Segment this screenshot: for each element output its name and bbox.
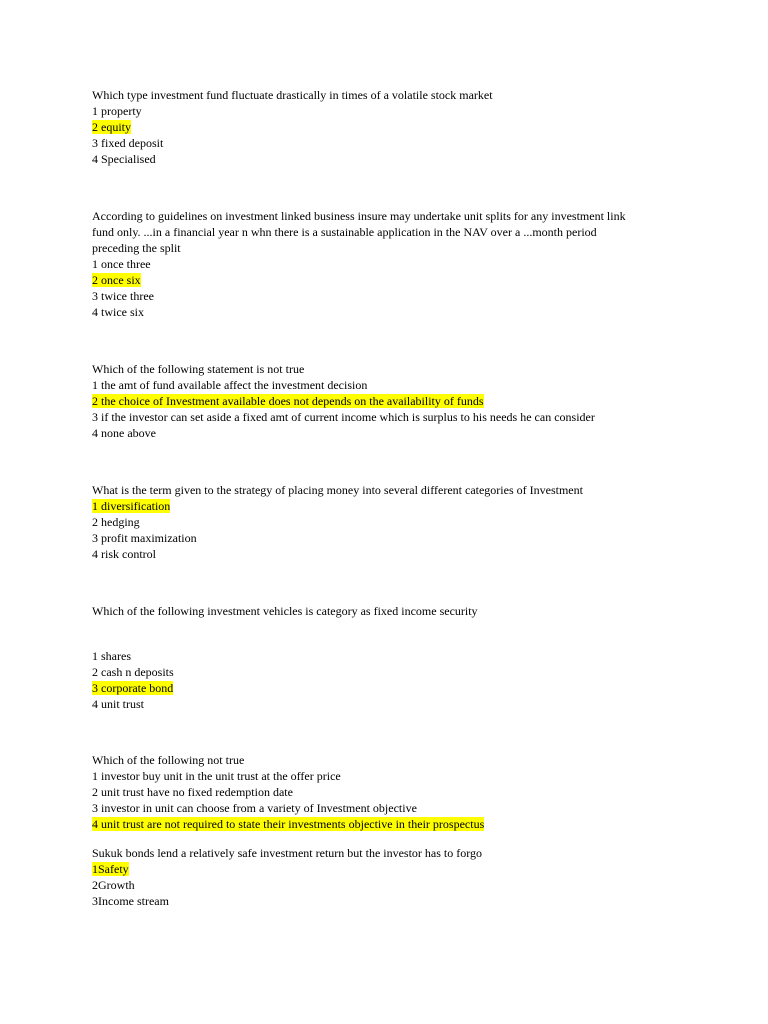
option-text: 1 investor buy unit in the unit trust at the offer price bbox=[92, 769, 341, 783]
option-4 bbox=[92, 151, 702, 167]
option-2 bbox=[92, 877, 702, 893]
option-text: 3 if the investor can set aside a fixed amt of current income which is surplus to his needs he can consider bbox=[92, 410, 595, 424]
question-1 bbox=[92, 87, 702, 167]
option-2 bbox=[92, 784, 702, 800]
question-stem: Which of the following investment vehicles is category as fixed income security bbox=[92, 604, 478, 618]
option-text: 2 cash n deposits bbox=[92, 665, 174, 679]
option-1-highlighted bbox=[92, 498, 702, 514]
option-4 bbox=[92, 304, 702, 320]
question-4 bbox=[92, 482, 702, 562]
question-stem: Which of the following statement is not true bbox=[92, 362, 305, 376]
option-text: 4 unit trust are not required to state their investments objective in their prospectus bbox=[92, 817, 485, 831]
option-text: 2Growth bbox=[92, 878, 135, 892]
question-5 bbox=[92, 603, 702, 619]
question-stem: Sukuk bonds lend a relatively safe investment return but the investor has to forgo bbox=[92, 846, 483, 860]
option-3 bbox=[92, 409, 702, 425]
option-text: 4 none above bbox=[92, 426, 156, 440]
question-stem-line-3: preceding the split bbox=[92, 241, 181, 255]
option-text: 1Safety bbox=[92, 862, 129, 876]
option-3 bbox=[92, 893, 702, 909]
option-2-highlighted bbox=[92, 272, 702, 288]
option-3 bbox=[92, 288, 702, 304]
option-3 bbox=[92, 530, 702, 546]
option-1 bbox=[92, 648, 702, 664]
question-3 bbox=[92, 361, 702, 441]
option-text: 1 property bbox=[92, 104, 142, 118]
question-stem: What is the term given to the strategy of placing money into several different categories of Investment bbox=[92, 483, 583, 497]
question-2 bbox=[92, 208, 702, 320]
option-2-highlighted bbox=[92, 119, 702, 135]
option-text: 4 unit trust bbox=[92, 697, 145, 711]
option-3 bbox=[92, 800, 702, 816]
option-text: 3 profit maximization bbox=[92, 531, 197, 545]
question-5-options bbox=[92, 648, 702, 712]
option-text: 1 once three bbox=[92, 257, 151, 271]
option-text: 4 risk control bbox=[92, 547, 156, 561]
option-4-highlighted bbox=[92, 816, 702, 832]
option-1-highlighted bbox=[92, 861, 702, 877]
option-text: 3 twice three bbox=[92, 289, 154, 303]
option-2 bbox=[92, 664, 702, 680]
question-stem: Which type investment fund fluctuate drastically in times of a volatile stock market bbox=[92, 88, 493, 102]
option-text: 1 diversification bbox=[92, 499, 171, 513]
option-text: 2 hedging bbox=[92, 515, 140, 529]
question-stem-line-1: According to guidelines on investment linked business insure may undertake unit splits for any investment link bbox=[92, 209, 626, 223]
option-3-highlighted bbox=[92, 680, 702, 696]
option-1 bbox=[92, 256, 702, 272]
option-3 bbox=[92, 135, 702, 151]
question-stem-line-2: fund only. ...in a financial year n whn there is a sustainable application in the NAV over a ...month period bbox=[92, 225, 597, 239]
option-text: 2 unit trust have no fixed redemption date bbox=[92, 785, 293, 799]
question-6 bbox=[92, 752, 702, 832]
option-text: 3 fixed deposit bbox=[92, 136, 164, 150]
option-text: 3 investor in unit can choose from a variety of Investment objective bbox=[92, 801, 417, 815]
option-text: 4 twice six bbox=[92, 305, 144, 319]
option-text: 2 equity bbox=[92, 120, 131, 134]
option-1 bbox=[92, 768, 702, 784]
option-text: 3Income stream bbox=[92, 894, 169, 908]
option-text: 2 once six bbox=[92, 273, 141, 287]
option-4 bbox=[92, 425, 702, 441]
question-stem: Which of the following not true bbox=[92, 753, 245, 767]
option-4 bbox=[92, 546, 702, 562]
option-4 bbox=[92, 696, 702, 712]
question-7 bbox=[92, 845, 702, 909]
option-1 bbox=[92, 103, 702, 119]
option-2-highlighted bbox=[92, 393, 702, 409]
option-text: 1 the amt of fund available affect the investment decision bbox=[92, 378, 368, 392]
option-text: 2 the choice of Investment available does not depends on the availability of funds bbox=[92, 394, 484, 408]
option-text: 4 Specialised bbox=[92, 152, 156, 166]
option-2 bbox=[92, 514, 702, 530]
option-text: 1 shares bbox=[92, 649, 131, 663]
option-text: 3 corporate bond bbox=[92, 681, 174, 695]
option-1 bbox=[92, 377, 702, 393]
